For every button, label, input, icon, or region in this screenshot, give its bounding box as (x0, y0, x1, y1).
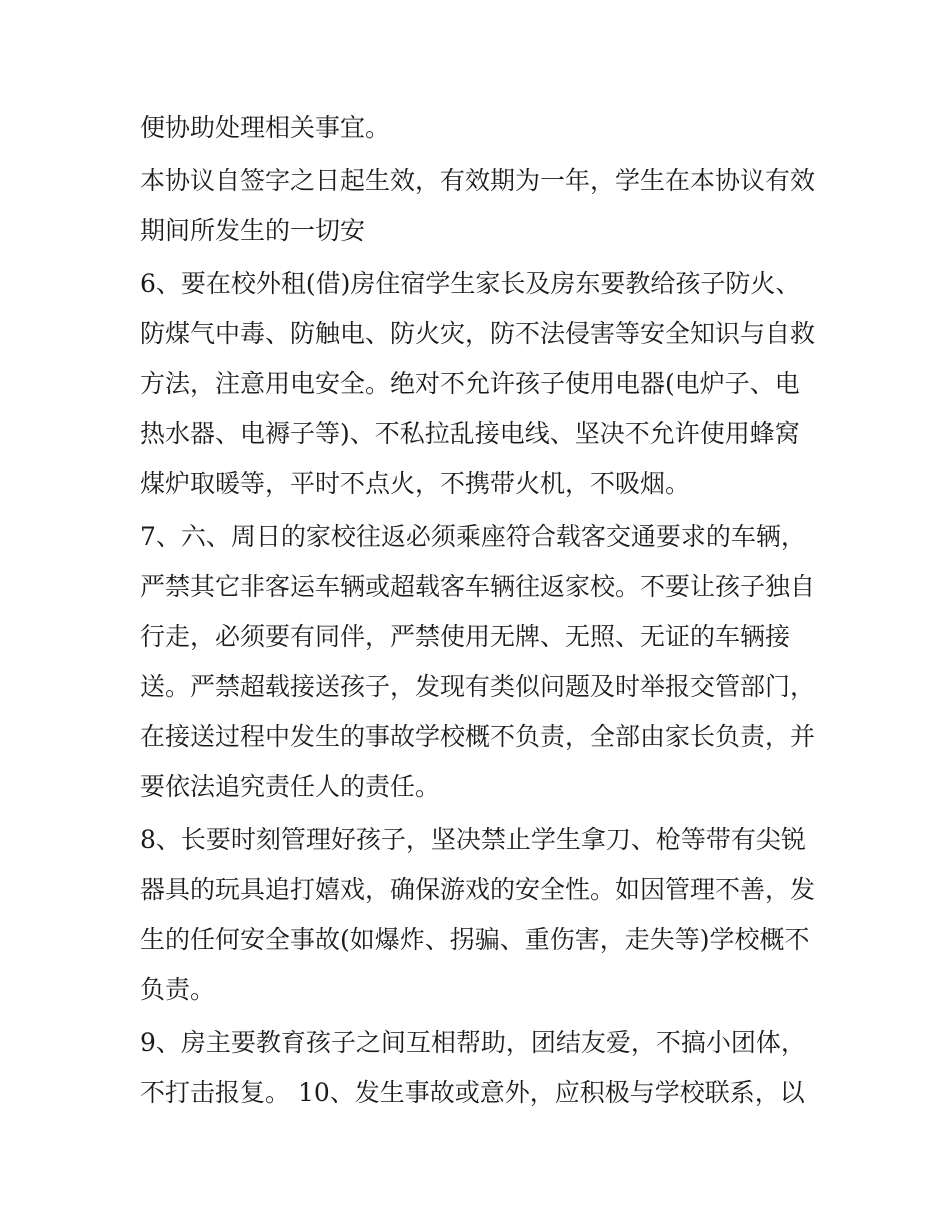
paragraph-item-8: 8、长要时刻管理好孩子，坚决禁止学生拿刀、枪等带有尖锐器具的玩具追打嬉戏，确保游戏的安全性。如因管理不善，发生的任何安全事故(如爆炸、拐骗、重伤害，走失等)学校概不负责。 (140, 825, 816, 1004)
paragraph-agreement-validity: 本协议自签字之日起生效，有效期为一年，学生在本协议有效期间所发生的一切安 (140, 166, 816, 245)
paragraph-continuation: 便协助处理相关事宜。 (140, 113, 391, 142)
document-body (140, 103, 820, 1121)
paragraph-item-6: 6、要在校外租(借)房住宿学生家长及房东要教给孩子防火、防煤气中毒、防触电、防火灾，防不法侵害等安全知识与自救方法，注意用电安全。绝对不允许孩子使用电器(电炉子、电热水器、电褥子等)、不私拉乱接电线、坚决不允许使用蜂窝煤炉取暖等，平时不点火，不携带火机，不吸烟。 (140, 269, 816, 498)
paragraph-item-9-10: 9、房主要教育孩子之间互相帮助，团结友爱，不搞小团体，不打击报复。 10、发生事故或意外，应积极与学校联系，以 (140, 1028, 806, 1107)
paragraph-item-7: 7、六、周日的家校往返必须乘座符合载客交通要求的车辆，严禁其它非客运车辆或超载客车辆往返家校。不要让孩子独自行走，必须要有同伴，严禁使用无牌、无照、无证的车辆接送。严禁超载接送孩子，发现有类似问题及时举报交管部门，在接送过程中发生的事故学校概不负责，全部由家长负责，并要依法追究责任人的责任。 (140, 522, 816, 801)
